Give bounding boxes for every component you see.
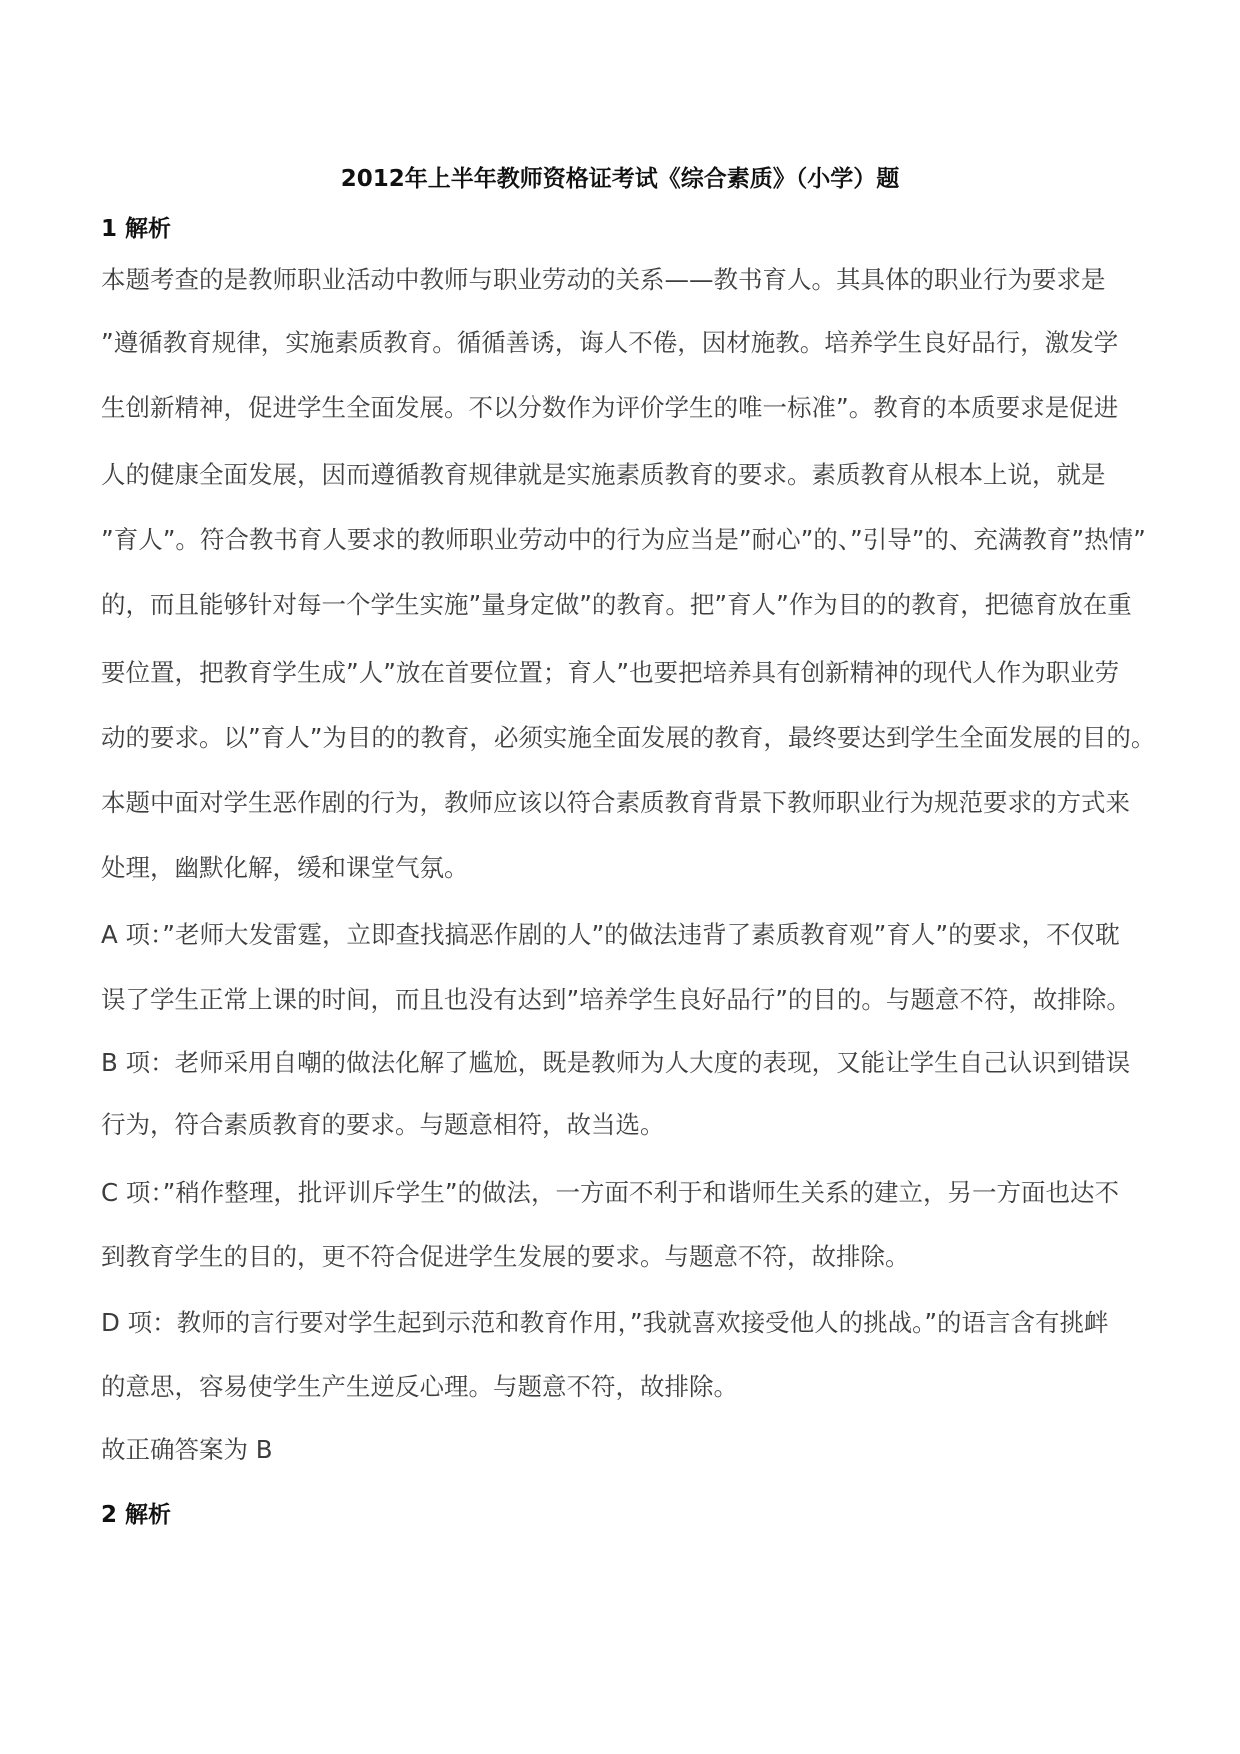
paragraph-line: A 项：”老师大发雷霆，立即查找搞恶作剧的人”的做法违背了素质教育观”育人”的要求，不仅耽 <box>101 920 1120 949</box>
paragraph-line: 生创新精神，促进学生全面发展。不以分数作为评价学生的唯一标准”。教育的本质要求是促进 <box>101 393 1119 422</box>
paragraph-line: 人的健康全面发展，因而遵循教育规律就是实施素质教育的要求。素质教育从根本上说，就是 <box>101 460 1106 489</box>
paragraph-line: 的意思，容易使学生产生逆反心理。与题意不符，故排除。 <box>101 1372 738 1401</box>
paragraph-line: ”育人”。符合教书育人要求的教师职业劳动中的行为应当是”耐心”的、”引导”的、充满教育”热情” <box>101 525 1146 554</box>
paragraph-line: 要位置，把教育学生成”人”放在首要位置；育人”也要把培养具有创新精神的现代人作为职业劳 <box>101 658 1120 687</box>
paragraph-line: 到教育学生的目的，更不符合促进学生发展的要求。与题意不符，故排除。 <box>101 1242 910 1271</box>
paragraph-line: ”遵循教育规律，实施素质教育。循循善诱，诲人不倦，因材施教。培养学生良好品行，激发学 <box>101 328 1119 357</box>
paragraph-line: 本题考查的是教师职业活动中教师与职业劳动的关系——教书育人。其具体的职业行为要求是 <box>101 265 1106 294</box>
paragraph-line: 本题中面对学生恶作剧的行为，教师应该以符合素质教育背景下教师职业行为规范要求的方式来 <box>101 788 1130 817</box>
paragraph-line: C 项：”稍作整理，批评训斥学生”的做法，一方面不利于和谐师生关系的建立，另一方面也达不 <box>101 1178 1120 1207</box>
paragraph-line: 的，而且能够针对每一个学生实施”量身定做”的教育。把”育人”作为目的的教育，把德育放在重 <box>101 590 1132 619</box>
paragraph-line: B 项：老师采用自嘲的做法化解了尴尬，既是教师为人大度的表现，又能让学生自己认识到错误 <box>101 1048 1131 1077</box>
section-1-heading: 1 解析 <box>101 216 172 242</box>
paragraph-line: 处理，幽默化解，缓和课堂气氛。 <box>101 853 469 882</box>
paragraph-line: D 项：教师的言行要对学生起到示范和教育作用，”我就喜欢接受他人的挑战。”的语言含有挑衅 <box>101 1308 1109 1337</box>
paragraph-line: 行为，符合素质教育的要求。与题意相符，故当选。 <box>101 1110 665 1139</box>
document-title: 2012年上半年教师资格证考试《综合素质》（小学）题 <box>340 166 900 192</box>
paragraph-line: 动的要求。以”育人”为目的的教育，必须实施全面发展的教育，最终要达到学生全面发展的目的。 <box>101 723 1156 752</box>
section-2-heading: 2 解析 <box>101 1502 172 1528</box>
paragraph-line: 误了学生正常上课的时间，而且也没有达到”培养学生良好品行”的目的。与题意不符，故排除。 <box>101 985 1131 1014</box>
paragraph-line: 故正确答案为 B <box>101 1435 273 1464</box>
